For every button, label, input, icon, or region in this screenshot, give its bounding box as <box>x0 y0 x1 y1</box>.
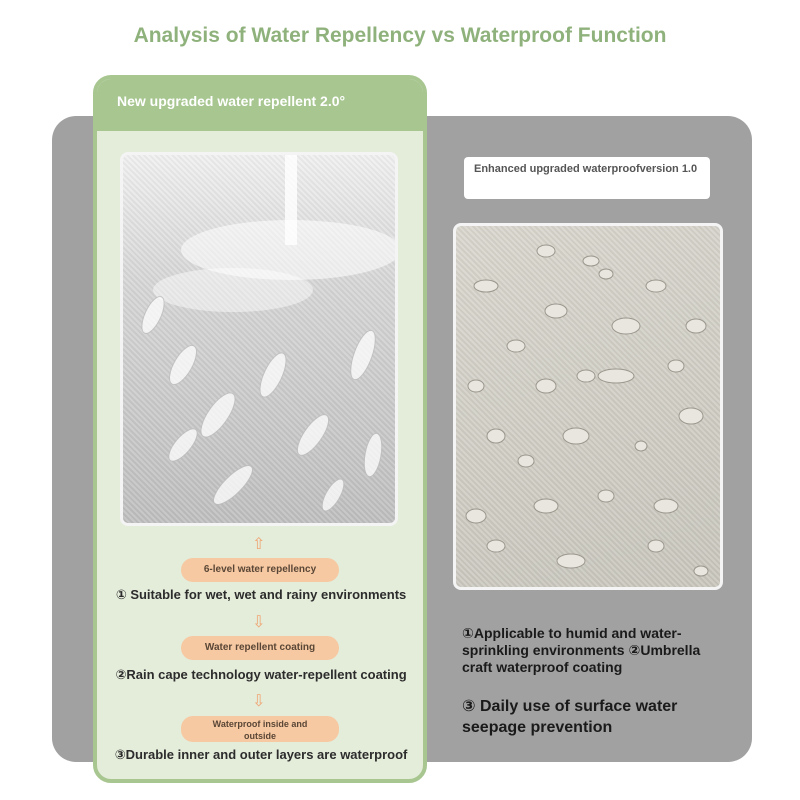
page-title: Analysis of Water Repellency vs Waterproof Function <box>133 24 667 47</box>
water-splash-illustration <box>123 155 395 523</box>
waterproof-version-label: Enhanced upgraded waterproofversion 1.0 <box>464 157 710 199</box>
feature-text: ① Suitable for wet, wet and rainy environments <box>115 587 407 602</box>
level-badge: 6-level water repellency <box>181 558 339 582</box>
waterproof-feature-text: ①Applicable to humid and water-sprinkling environments ②Umbrella craft waterproof coating <box>462 625 701 675</box>
waterproof-daily-use-text: ③ Daily use of surface water seepage prevention <box>462 698 678 736</box>
water-repellent-photo <box>120 152 398 526</box>
arrow-up-icon: ⇧ <box>252 536 266 553</box>
arrow-down-icon: ⇩ <box>252 614 266 631</box>
water-droplets-illustration <box>456 226 720 587</box>
waterproof-photo <box>453 223 723 590</box>
feature-text: ③Durable inner and outer layers are waterproof <box>114 747 408 762</box>
card-header-title: New upgraded water repellent 2.0° <box>117 93 346 109</box>
feature-text: ②Rain cape technology water-repellent coating <box>115 667 407 682</box>
card-header <box>97 79 423 131</box>
arrow-down-icon: ⇩ <box>252 693 266 710</box>
level-badge: Waterproof inside and outside <box>181 716 339 742</box>
level-badge: Water repellent coating <box>181 636 339 660</box>
